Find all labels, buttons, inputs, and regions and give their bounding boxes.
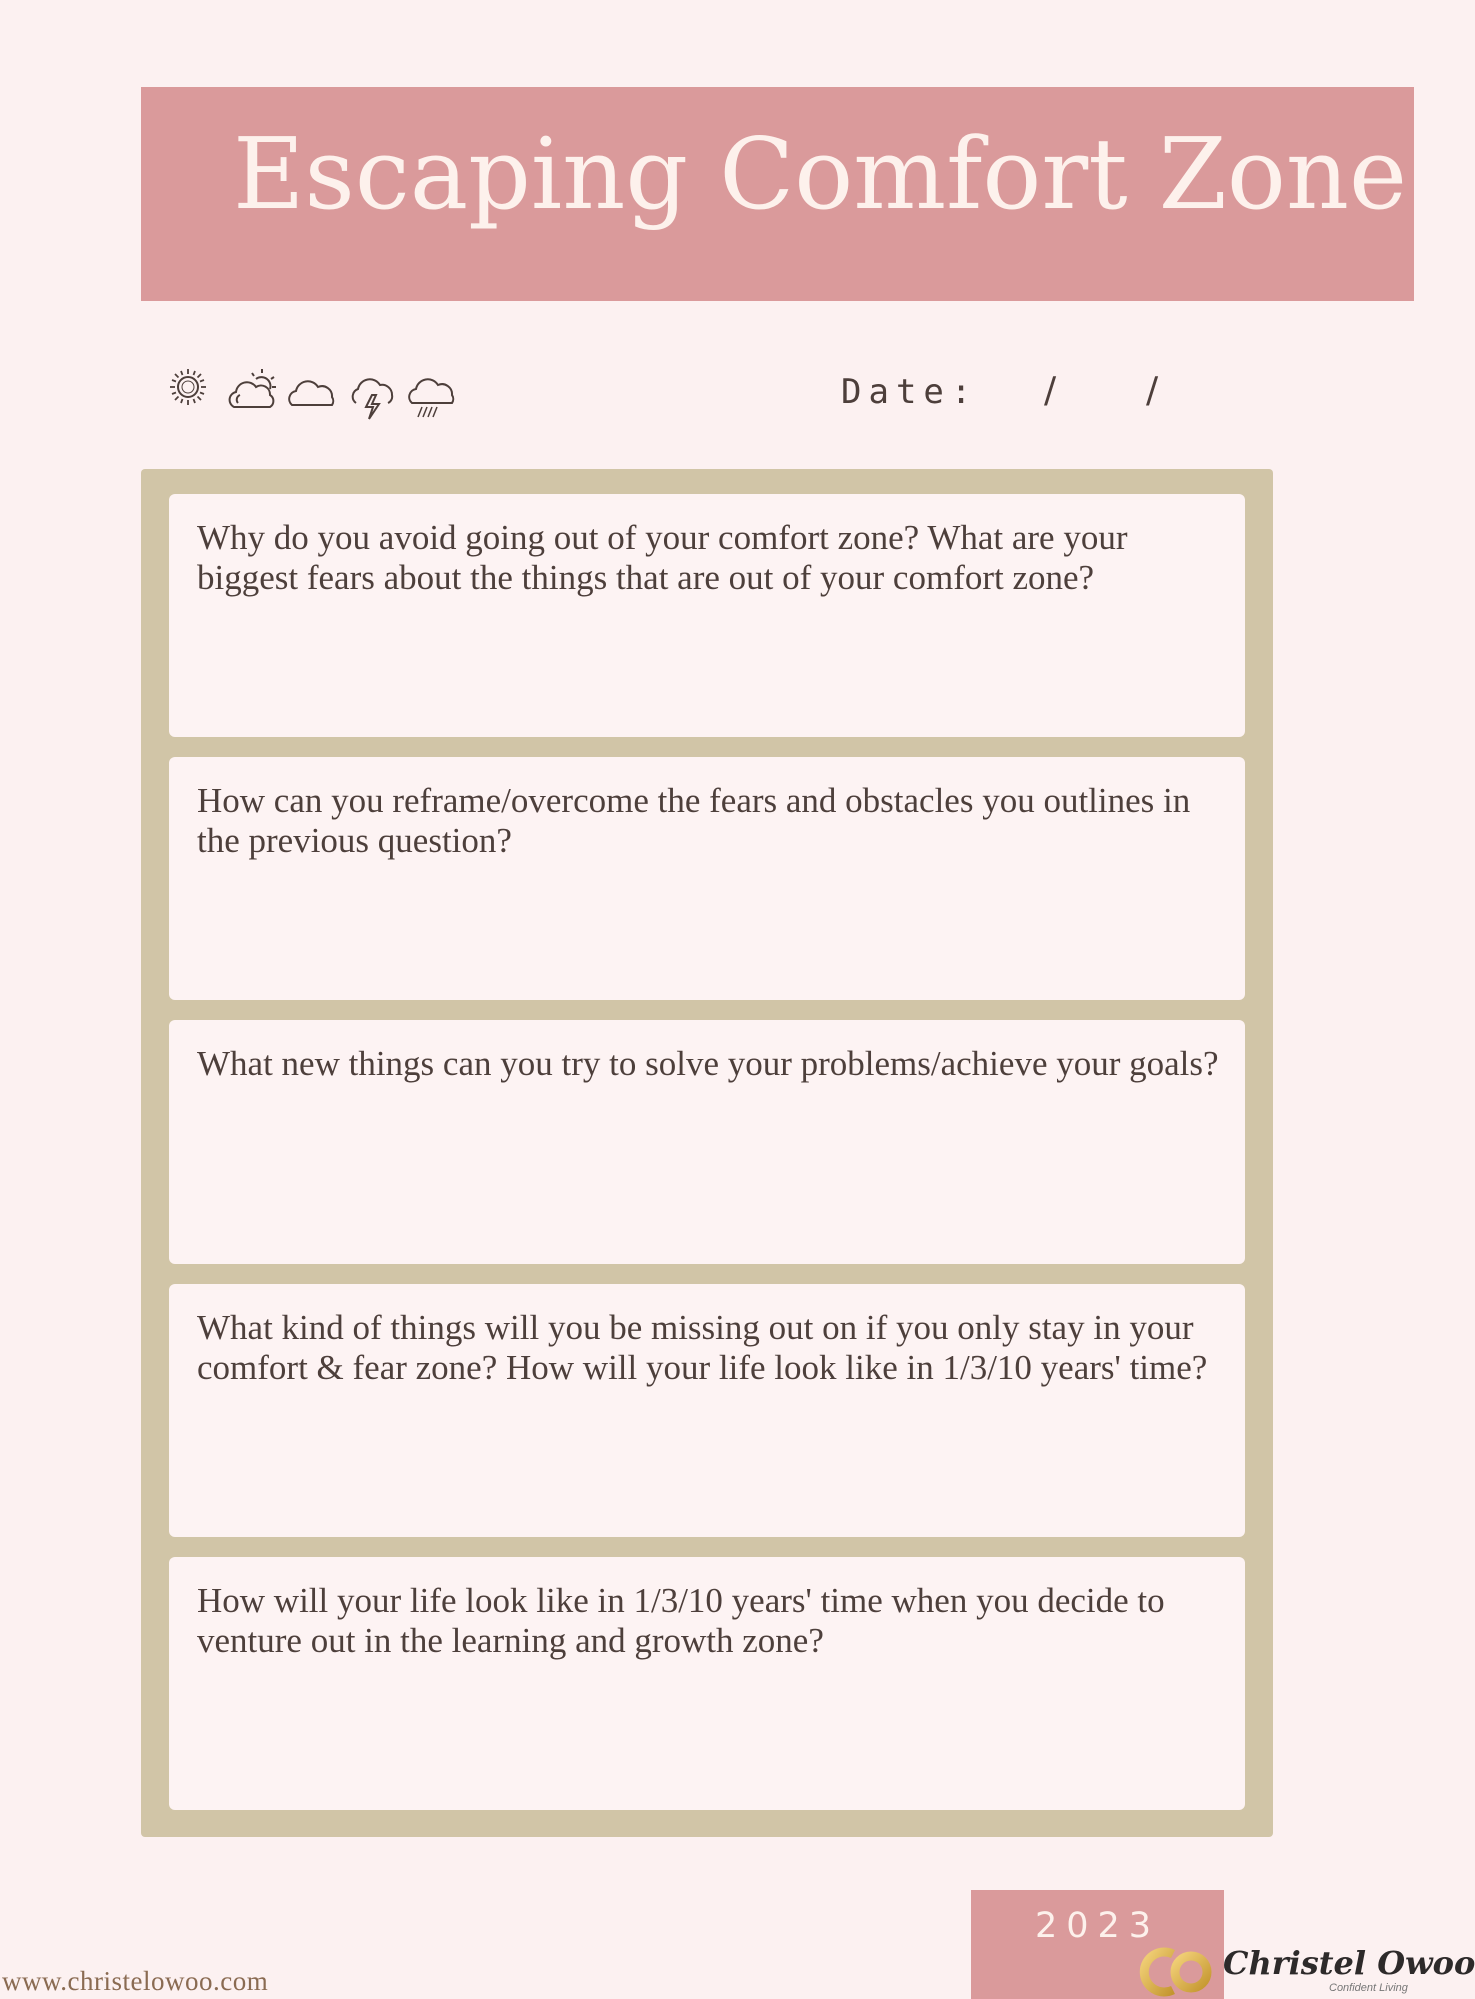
website-link[interactable]: www.christelowoo.com: [2, 1966, 269, 1996]
year-label: 2023: [1034, 1906, 1161, 1946]
logo-tagline: Confident Living: [1329, 1982, 1408, 1994]
question-card[interactable]: [169, 757, 1245, 1000]
rain-icon[interactable]: [406, 365, 460, 425]
sun-icon[interactable]: [166, 365, 220, 425]
brand-logo: [1143, 1944, 1475, 1999]
question-card[interactable]: [169, 494, 1245, 737]
question-card[interactable]: [169, 1557, 1245, 1810]
date-label: Date:: [841, 372, 979, 412]
weather-selector: [166, 365, 460, 425]
question-text: How can you reframe/overcome the fears and obstacles you outlines in the previous question?: [197, 781, 1191, 860]
question-text: Why do you avoid going out of your comfort zone? What are your biggest fears about the things that are out of your comfort zone?: [197, 518, 1128, 597]
question-card[interactable]: [169, 1020, 1245, 1264]
question-text: What new things can you try to solve your problems/achieve your goals?: [197, 1044, 1219, 1083]
page-title: Escaping Comfort Zone: [233, 118, 1407, 232]
thunderstorm-icon[interactable]: [346, 365, 400, 425]
question-card[interactable]: [169, 1284, 1245, 1537]
date-separator: /: [1044, 370, 1057, 411]
logo-mark-icon: [1143, 1946, 1223, 1998]
question-text: How will your life look like in 1/3/10 years' time when you decide to venture out in the learning and growth zone?: [197, 1581, 1165, 1660]
logo-name: Christel Owoo: [1223, 1944, 1475, 1982]
cloud-icon[interactable]: [286, 365, 340, 425]
question-text: What kind of things will you be missing out on if you only stay in your comfort & fear zone? How will your life look like in 1/3/10 years' time?: [197, 1308, 1208, 1387]
partly-cloudy-icon[interactable]: [226, 365, 280, 425]
date-separator: /: [1146, 370, 1159, 411]
